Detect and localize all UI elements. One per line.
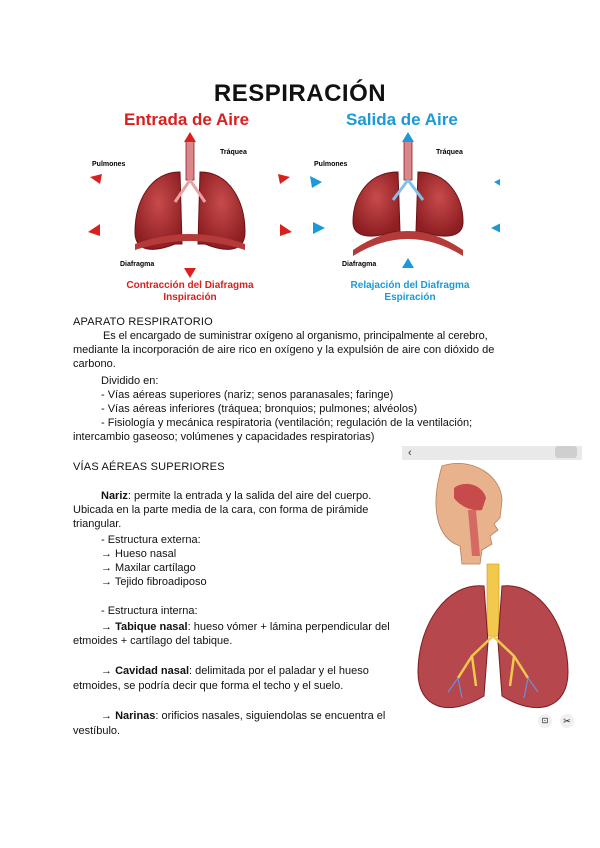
back-arrow-icon[interactable]: ‹	[408, 447, 412, 459]
intro-line3: carbono.	[73, 358, 116, 370]
division-item-upper: - Vías aéreas superiores (nariz; senos paranasales; faringe)	[101, 389, 394, 401]
external-item-maxillary: → Maxilar cartílago	[101, 562, 196, 574]
nostrils-line1	[101, 709, 385, 724]
septum-arrow: →	[101, 621, 116, 633]
nose-line1	[101, 489, 371, 504]
division-item-physiology-cont: intercambio gaseoso; volúmenes y capacidades respiratorias)	[73, 431, 375, 443]
inhale-heading: Entrada de Aire	[124, 110, 250, 129]
nostrils-term: Narinas	[115, 710, 156, 722]
exhale-caption	[320, 280, 500, 304]
cavity-term: Cavidad nasal	[115, 665, 190, 677]
division-item-lower: - Vías aéreas inferiores (tráquea; bronquios; pulmones; alvéolos)	[101, 403, 418, 415]
label-trachea-out: Tráquea	[436, 149, 463, 156]
cavity-line1	[101, 664, 369, 679]
exhale-caption-line1: Relajación del Diafragma	[350, 280, 470, 291]
figure-title: RESPIRACIÓN	[213, 80, 387, 107]
section-title-respiratory: APARATO RESPIRATORIO	[73, 316, 213, 328]
intro-line2: mediante la incorporación de aire rico en oxígeno y la expulsión de aire con dióxido de	[73, 344, 495, 356]
cavity-arrow: →	[101, 665, 116, 677]
label-lungs-out: Pulmones	[314, 161, 348, 168]
septum-line1	[101, 620, 390, 635]
intro-line1: Es el encargado de suministrar oxígeno al organismo, principalmente al cerebro,	[103, 330, 488, 342]
tools-icon[interactable]: ✂	[560, 714, 574, 728]
label-diaphragm-out: Diafragma	[342, 261, 377, 268]
inhale-lungs-illustration	[135, 140, 245, 250]
inhale-caption-line2: Inspiración	[163, 292, 217, 303]
nostrils-desc: : orificios nasales, siguiendolas se encuentra el	[155, 710, 386, 722]
nostrils-line2: vestíbulo.	[73, 725, 121, 737]
external-structure-label: - Estructura externa:	[101, 534, 201, 546]
nose-desc: : permite la entrada y la salida del aire del cuerpo.	[127, 490, 372, 502]
internal-structure-label: - Estructura interna:	[101, 605, 198, 617]
exhale-heading: Salida de Aire	[346, 110, 458, 129]
label-diaphragm-in: Diafragma	[120, 261, 155, 268]
nostrils-arrow: →	[101, 710, 116, 722]
section-title-upper-airways: VÍAS AÉREAS SUPERIORES	[73, 461, 225, 473]
breathing-diagram	[80, 132, 500, 280]
divided-label: Dividido en:	[101, 375, 159, 387]
zoom-icon[interactable]: ⊡	[538, 714, 552, 728]
nose-line3: triangular.	[73, 518, 122, 530]
exhale-lungs-illustration	[353, 140, 463, 256]
label-lungs-in: Pulmones	[92, 161, 126, 168]
nose-line2: Ubicada en la parte media de la cara, con forma de pirámide	[73, 504, 369, 516]
external-item-nasal-bone: → Hueso nasal	[101, 548, 177, 560]
label-trachea-in: Tráquea	[220, 149, 247, 156]
respiratory-system-image	[402, 446, 582, 738]
inhale-caption-line1: Contracción del Diafragma	[126, 280, 254, 291]
nose-term: Nariz	[101, 490, 128, 502]
inhale-caption	[105, 280, 275, 304]
septum-desc: : hueso vómer + lámina perpendicular del	[187, 621, 390, 633]
division-item-physiology: - Fisiología y mecánica respiratoria (ventilación; regulación de la ventilación;	[101, 417, 473, 429]
septum-line2: etmoides + cartílago del tabique.	[73, 635, 233, 647]
external-item-tissue: → Tejido fibroadiposo	[101, 576, 207, 588]
cavity-desc: : delimitada por el paladar y el hueso	[189, 665, 369, 677]
septum-term: Tabique nasal	[115, 621, 188, 633]
image-source-icon	[555, 446, 577, 458]
exhale-caption-line2: Espiración	[384, 292, 436, 303]
cavity-line2: etmoides, se podría decir que forma el techo y el suelo.	[73, 680, 344, 692]
